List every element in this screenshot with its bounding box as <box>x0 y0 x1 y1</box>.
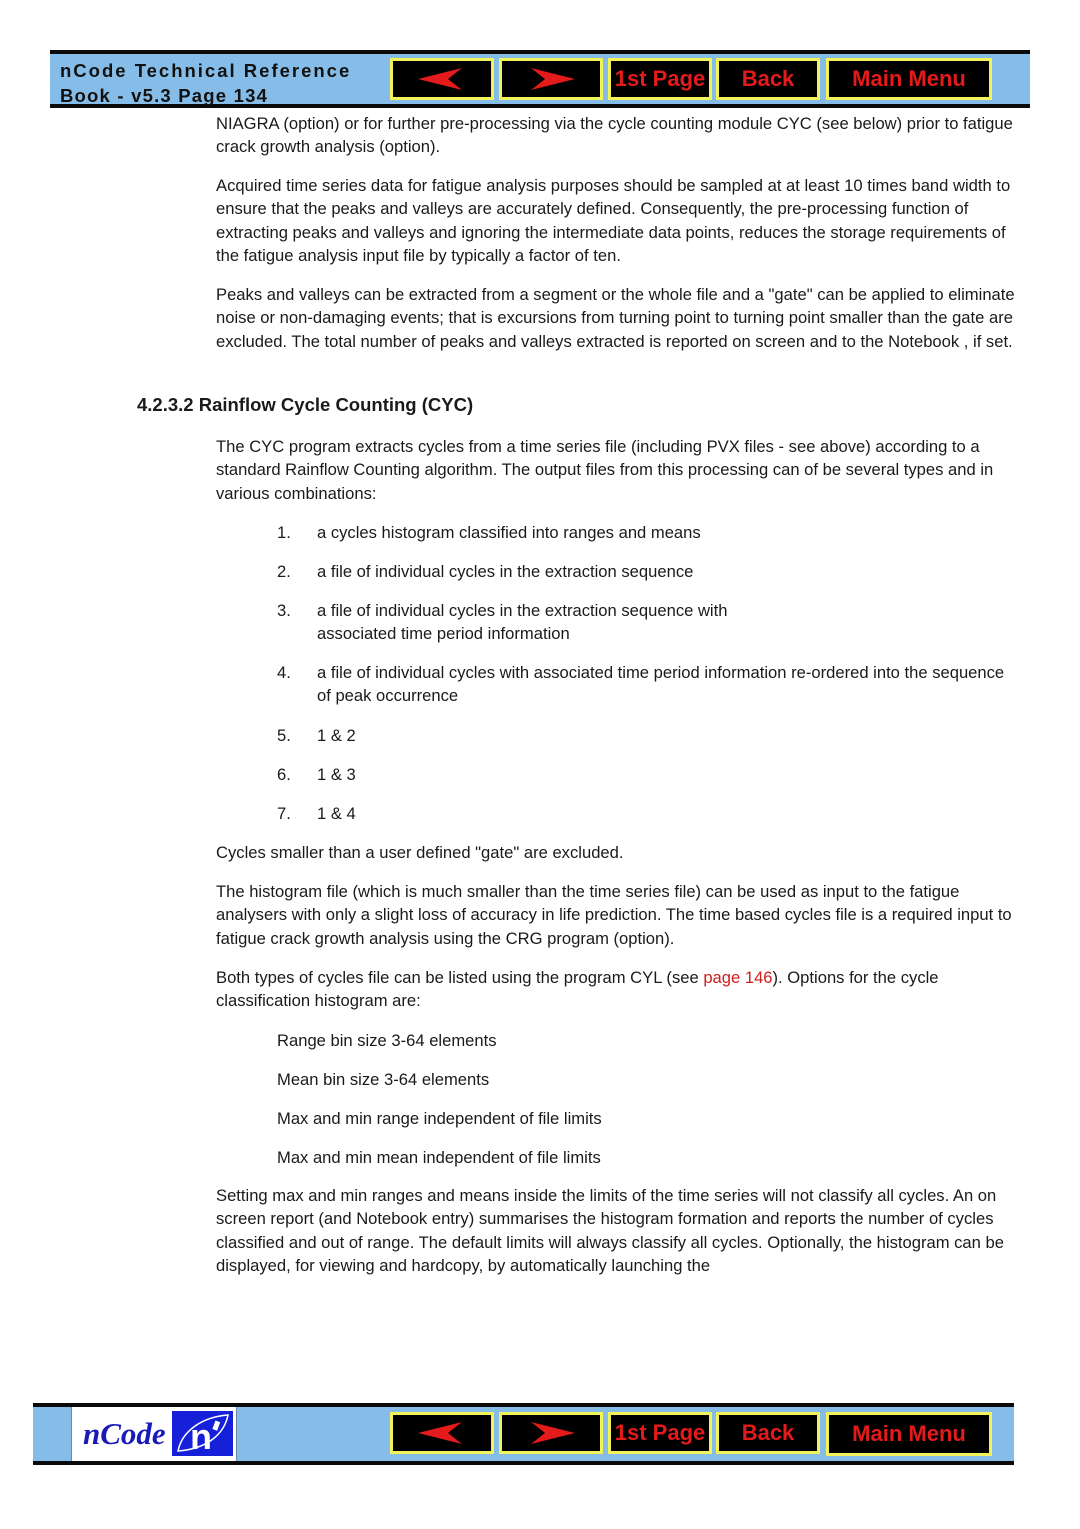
histogram-option: Range bin size 3-64 elements <box>277 1031 497 1050</box>
list-number: 5. <box>277 726 291 745</box>
footer-first-page-button[interactable]: 1st Page <box>608 1412 712 1454</box>
title-line-2: Book - v5.3 Page 134 <box>60 85 269 106</box>
list-text: 1 & 2 <box>317 726 356 745</box>
previous-page-button[interactable] <box>390 58 494 100</box>
section-heading: 4.2.3.2 Rainflow Cycle Counting (CYC) <box>137 394 474 415</box>
right-arrow-icon <box>527 68 575 90</box>
list-number: 7. <box>277 804 291 823</box>
list-number: 2. <box>277 562 291 581</box>
list-number: 3. <box>277 601 291 620</box>
histogram-option: Max and min range independent of file limits <box>277 1109 602 1128</box>
left-arrow-icon <box>418 68 466 90</box>
first-page-button[interactable]: 1st Page <box>608 58 712 100</box>
paragraph-peaks-valleys: Peaks and valleys can be extracted from a segment or the whole file and a "gate" can be applied to eliminate noise or non-damaging events; that is excursions from turning point to turning point smaller than the gate are excluded. The total number of peaks and valleys extracted is reported on screen and to the Notebook , if set. <box>216 285 1015 351</box>
right-arrow-icon <box>527 1422 575 1444</box>
list-text: 1 & 3 <box>317 765 356 784</box>
ncode-logo <box>71 1407 237 1461</box>
list-number: 6. <box>277 765 291 784</box>
histogram-option: Max and min mean independent of file limits <box>277 1148 601 1167</box>
footer-previous-page-button[interactable] <box>390 1412 494 1454</box>
histogram-option: Mean bin size 3-64 elements <box>277 1070 490 1089</box>
list-text: a file of individual cycles in the extraction sequence with associated time period information <box>317 601 728 644</box>
page-146-link[interactable]: page 146 <box>703 968 773 987</box>
paragraph-gate: Cycles smaller than a user defined "gate" are excluded. <box>216 843 624 862</box>
document-title <box>60 58 351 108</box>
list-text: a cycles histogram classified into ranges and means <box>317 523 701 542</box>
paragraph-sampling: Acquired time series data for fatigue analysis purposes should be sampled at at least 10 times band width to ensure that the peaks and valleys are accurately defined. Consequently, the pre-processing function of extracting peaks and valleys and ignoring the intermediate data points, reduces the storage requirements of the fatigue analysis input file by typically a factor of ten. <box>216 176 1011 266</box>
text-fragment: ). Options for the cycle classification histogram are: <box>216 968 939 1011</box>
footer-main-menu-button[interactable]: Main Menu <box>826 1412 992 1456</box>
logo-mark-icon <box>172 1411 233 1456</box>
list-number: 1. <box>277 523 291 542</box>
footer-next-page-button[interactable] <box>499 1412 603 1454</box>
left-arrow-icon <box>418 1422 466 1444</box>
main-menu-button[interactable]: Main Menu <box>826 58 992 100</box>
list-text: a file of individual cycles in the extraction sequence <box>317 562 694 581</box>
text-fragment: Both types of cycles file can be listed using the program CYL (see <box>216 968 704 987</box>
next-page-button[interactable] <box>499 58 603 100</box>
list-text: a file of individual cycles with associated time period information re-ordered into the sequence of peak occurrence <box>317 663 1005 706</box>
paragraph-niagra: NIAGRA (option) or for further pre-processing via the cycle counting module CYC (see below) prior to fatigue crack growth analysis (option). <box>216 114 1013 157</box>
paragraph-cyc-intro: The CYC program extracts cycles from a time series file (including PVX files - see above) according to a standard Rainflow Counting algorithm. The output files from this processing can of be several types and in various combinations: <box>216 437 994 503</box>
footer-back-button[interactable]: Back <box>716 1412 820 1454</box>
paragraph-limits: Setting max and min ranges and means inside the limits of the time series will not classify all cycles. An on screen report (and Notebook entry) summarises the histogram formation and reports the number of cycles classified and out of range. The default limits will always classify all cycles. Optionally, the histogram can be displayed, for viewing and hardcopy, by automatically launching the <box>216 1186 1004 1276</box>
title-line-1: nCode Technical Reference <box>60 60 352 81</box>
svg-text:n: n <box>190 1416 212 1456</box>
back-button[interactable]: Back <box>716 58 820 100</box>
paragraph-cyl <box>216 966 1016 1013</box>
footer-bar <box>33 1403 1014 1465</box>
paragraph-histogram-file: The histogram file (which is much smaller than the time series file) can be used as input to the fatigue analysers with only a slight loss of accuracy in life prediction. The time based cycles file is a required input to fatigue crack growth analysis using the CRG program (option). <box>216 882 1012 948</box>
header-bar <box>50 50 1030 108</box>
list-number: 4. <box>277 663 291 682</box>
logo-wordmark: nCode <box>83 1416 166 1451</box>
list-text: 1 & 4 <box>317 804 356 823</box>
